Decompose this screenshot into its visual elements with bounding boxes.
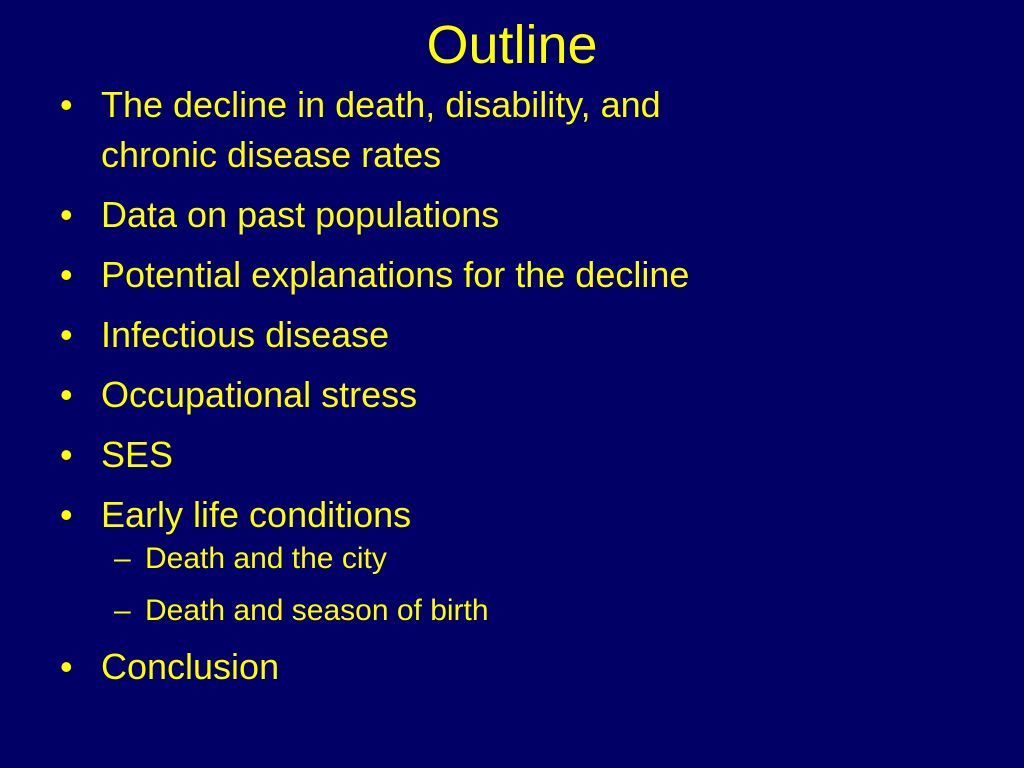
bullet-icon: • bbox=[60, 374, 73, 415]
bullet-item-occupational-stress bbox=[60, 370, 980, 420]
bullet-icon: • bbox=[60, 434, 73, 475]
bullet-text: Occupational stress bbox=[101, 374, 418, 415]
sub-bullet-text: Death and the city bbox=[145, 542, 387, 575]
sub-bullet-item-death-city bbox=[101, 538, 980, 580]
bullet-item-early-life-conditions bbox=[60, 490, 980, 632]
bullet-icon: • bbox=[60, 194, 73, 235]
bullet-icon: • bbox=[60, 84, 73, 125]
dash-icon: – bbox=[114, 594, 131, 627]
bullet-item-ses bbox=[60, 430, 980, 480]
dash-icon: – bbox=[114, 542, 131, 575]
sub-bullet-list bbox=[101, 538, 980, 632]
bullet-text: Conclusion bbox=[101, 646, 280, 687]
bullet-item-infectious-disease bbox=[60, 310, 980, 360]
bullet-icon: • bbox=[60, 494, 73, 535]
bullet-list bbox=[60, 80, 980, 702]
bullet-item-decline bbox=[60, 80, 980, 180]
bullet-text: Data on past populations bbox=[101, 194, 500, 235]
sub-bullet-item-death-season-birth bbox=[101, 590, 980, 632]
bullet-text: Infectious disease bbox=[101, 314, 390, 355]
bullet-icon: • bbox=[60, 314, 73, 355]
bullet-item-data-past-populations bbox=[60, 190, 980, 240]
bullet-item-potential-explanations bbox=[60, 250, 980, 300]
bullet-text: Early life conditions bbox=[101, 494, 412, 535]
bullet-text-line2: chronic disease rates bbox=[101, 134, 442, 175]
bullet-icon: • bbox=[60, 254, 73, 295]
bullet-text: SES bbox=[101, 434, 174, 475]
bullet-text: Potential explanations for the decline bbox=[101, 254, 690, 295]
bullet-icon: • bbox=[60, 646, 73, 687]
bullet-text-line1: The decline in death, disability, and bbox=[101, 84, 661, 125]
bullet-item-conclusion bbox=[60, 642, 980, 692]
slide-title: Outline bbox=[426, 15, 598, 75]
sub-bullet-text: Death and season of birth bbox=[145, 594, 489, 627]
